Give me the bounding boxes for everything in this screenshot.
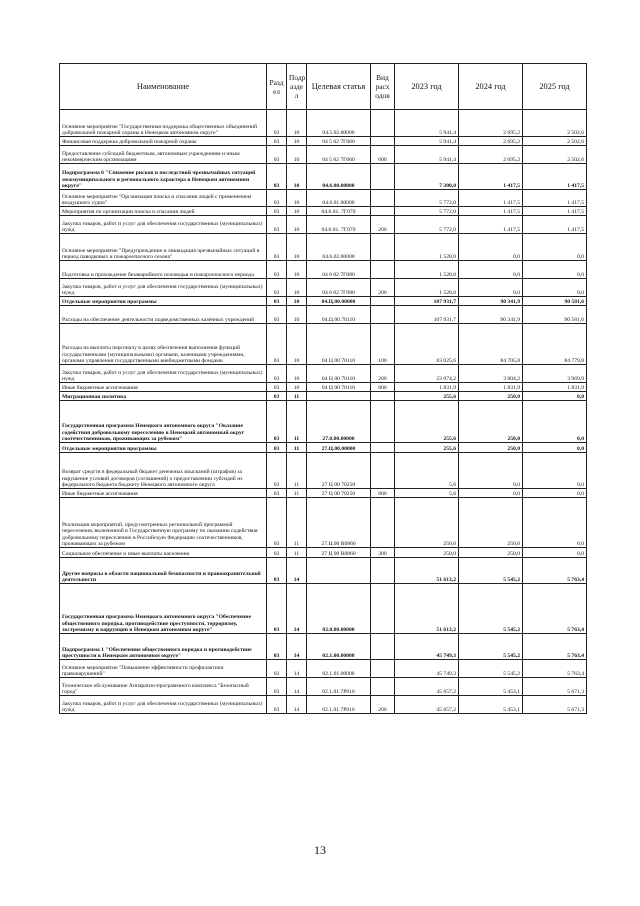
cell-2025: 0,0 [523,453,587,489]
cell-name: Государственная программа Ненецкого автономного округа "Обеспечение общественного порядка, противодействие преступности, терроризму, экстремизму и коррупции в Ненецком автономном округе" [60,584,267,634]
cell-target: 04 6 02 7Г080 [307,261,371,279]
cell-2025: 0,0 [523,261,587,279]
cell-razdel: 03 [267,110,287,137]
cell-2024: 5 545,2 [459,660,523,678]
header-vid: Вид расх одов [371,64,395,110]
cell-name: Закупка товаров, работ и услуг для обеспечения государственных (муниципальных) нужд [60,279,267,297]
cell-2023: 107 931,7 [395,297,459,306]
cell-podrazdel: 10 [287,234,307,261]
cell-razdel: 03 [267,558,287,584]
cell-target: 04 Ц 00 70110 [307,324,371,365]
cell-target: 04 5 02 7Г060 [307,146,371,164]
cell-target: 04.6.01. 7Г070 [307,207,371,216]
cell-podrazdel: 10 [287,146,307,164]
table-row [60,164,587,190]
cell-name: Иные бюджетные ассигнования [60,383,267,392]
cell-target: 04.6.01. 7Г070 [307,216,371,234]
cell-name: Основное мероприятие "Организация поиска и спасания людей с применением воздушного судна" [60,190,267,207]
table-row [60,146,587,164]
table-row [60,401,587,443]
page-number: 13 [314,843,326,857]
cell-razdel: 03 [267,584,287,634]
table-row [60,696,587,714]
table-row [60,392,587,401]
cell-podrazdel: 10 [287,164,307,190]
cell-vid [371,453,395,489]
cell-target [307,558,371,584]
cell-podrazdel: 10 [287,383,307,392]
cell-target: 04.6.02.00000 [307,234,371,261]
cell-target: 04.Ц.00.70110 [307,306,371,324]
cell-2023: 5 941,4 [395,146,459,164]
cell-2024: 250,0 [459,443,523,453]
table-row [60,634,587,660]
cell-name: Основное мероприятие "Государственная поддержка общественных объединений добровольной пожарной охраны в Ненецком автономном округе" [60,110,267,137]
cell-2024: 250,0 [459,548,523,558]
cell-target: 04.Ц.00.00000 [307,297,371,306]
cell-target: 04.5.02.00000 [307,110,371,137]
cell-vid: 200 [371,216,395,234]
cell-podrazdel: 14 [287,678,307,696]
cell-vid [371,207,395,216]
cell-vid: 200 [371,365,395,383]
table-row [60,279,587,297]
table-row [60,297,587,306]
cell-razdel: 03 [267,489,287,498]
cell-target: 27 Ц 00 R0860 [307,548,371,558]
cell-vid [371,584,395,634]
cell-vid: 200 [371,696,395,714]
cell-razdel: 03 [267,660,287,678]
cell-2024: 2 695,2 [459,110,523,137]
cell-name: Мероприятия по организации поиска и спасания людей [60,207,267,216]
cell-razdel: 03 [267,634,287,660]
cell-podrazdel: 11 [287,498,307,548]
cell-2025: 0,0 [523,279,587,297]
cell-vid [371,498,395,548]
cell-podrazdel: 10 [287,365,307,383]
cell-name: Подпрограмма 1 "Обеспечение общественного порядка и противодействие преступности в Ненецком автономном округе" [60,634,267,660]
cell-2025: 90 581,6 [523,306,587,324]
header-razdel: Разд ел [267,64,287,110]
cell-razdel: 03 [267,324,287,365]
cell-vid: 800 [371,383,395,392]
cell-2024: 0,0 [459,453,523,489]
cell-name: Другие вопросы в области национальной безопасности и правоохранительной деятельности [60,558,267,584]
cell-2023: 45 749,3 [395,660,459,678]
cell-2025: 90 581,6 [523,297,587,306]
cell-podrazdel: 11 [287,392,307,401]
cell-target: 04 6 02 7Г080 [307,279,371,297]
cell-2023: 5 941,4 [395,137,459,146]
cell-target: 02.0.00.00000 [307,584,371,634]
cell-target: 02.1.01.7Р010 [307,678,371,696]
cell-target: 04.6.00.00000 [307,164,371,190]
table-header-row [60,64,587,110]
cell-target: 27.Ц.00 R0860 [307,498,371,548]
cell-2023: 1 528,0 [395,261,459,279]
cell-name: Социальное обеспечение и иные выплаты населению [60,548,267,558]
cell-podrazdel: 10 [287,190,307,207]
cell-2023: 23 074,2 [395,365,459,383]
table-row [60,558,587,584]
table-row [60,678,587,696]
cell-2024: 84 705,8 [459,324,523,365]
cell-razdel: 03 [267,383,287,392]
cell-2023: 255,6 [395,443,459,453]
table-row [60,261,587,279]
cell-razdel: 03 [267,548,287,558]
cell-target: 02.1.01.7Р010 [307,696,371,714]
cell-2025: 1 417,5 [523,207,587,216]
cell-2024: 1 417,5 [459,190,523,207]
header-podrazdel: Подр азде л [287,64,307,110]
table-row [60,453,587,489]
cell-vid [371,306,395,324]
cell-razdel: 03 [267,261,287,279]
header-target: Целевая статья [307,64,371,110]
cell-razdel: 03 [267,306,287,324]
cell-podrazdel: 14 [287,558,307,584]
table-row [60,306,587,324]
cell-razdel: 03 [267,137,287,146]
cell-2025: 5 763,4 [523,660,587,678]
cell-2023: 51 613,2 [395,558,459,584]
cell-vid [371,234,395,261]
cell-2023: 5 772,0 [395,190,459,207]
cell-target: 27.0.00.00000 [307,401,371,443]
cell-2025: 1 417,5 [523,216,587,234]
table-row [60,383,587,392]
cell-podrazdel: 14 [287,696,307,714]
cell-razdel: 03 [267,297,287,306]
cell-razdel: 03 [267,678,287,696]
cell-vid: 800 [371,489,395,498]
cell-2025: 1 417,5 [523,164,587,190]
cell-name: Финансовая поддержка добровольной пожарной охраны [60,137,267,146]
cell-name: Расходы на обеспечение деятельности подведомственных казённых учреждений [60,306,267,324]
cell-vid [371,392,395,401]
cell-2025: 2 502,6 [523,137,587,146]
table-row [60,110,587,137]
cell-razdel: 03 [267,207,287,216]
cell-vid: 300 [371,548,395,558]
cell-2023: 5 772,0 [395,216,459,234]
header-2024: 2024 год [459,64,523,110]
cell-razdel: 03 [267,443,287,453]
cell-2025: 3 969,9 [523,365,587,383]
cell-name: Техническое обслуживание Аппаратно-программного комплекса "Безопасный город" [60,678,267,696]
cell-target: 27.Ц.00.00000 [307,443,371,453]
cell-2023: 255,6 [395,392,459,401]
cell-2025: 5 671,3 [523,696,587,714]
cell-2024: 90 341,9 [459,306,523,324]
cell-2023: 5 941,4 [395,110,459,137]
cell-name: Отдельные мероприятия программы [60,297,267,306]
cell-razdel: 03 [267,365,287,383]
cell-2024: 5 453,1 [459,678,523,696]
cell-2024: 2 695,2 [459,137,523,146]
cell-target: 04.6.01.00000 [307,190,371,207]
cell-2024: 3 804,2 [459,365,523,383]
table-row [60,584,587,634]
cell-2024: 250,0 [459,401,523,443]
cell-podrazdel: 10 [287,207,307,216]
cell-2024: 5 545,2 [459,558,523,584]
table-row [60,365,587,383]
cell-2023: 250,0 [395,498,459,548]
cell-2023: 1 528,0 [395,234,459,261]
cell-2024: 5 453,1 [459,696,523,714]
cell-podrazdel: 14 [287,660,307,678]
cell-vid [371,678,395,696]
cell-2023: 1 528,0 [395,279,459,297]
cell-2023: 5,6 [395,489,459,498]
cell-vid [371,261,395,279]
cell-name: Государственная программа Ненецкого автономного округа "Оказание содействия добровольному переселению в Ненецкий автономный округ соотечественников, проживающих за рубежом" [60,401,267,443]
cell-2023: 5 772,0 [395,207,459,216]
cell-podrazdel: 11 [287,443,307,453]
cell-2025: 2 502,6 [523,110,587,137]
cell-2025: 0,0 [523,498,587,548]
cell-razdel: 03 [267,146,287,164]
cell-name: Расходы на выплаты персоналу в целях обеспечения выполнения функций государственными (муниципальными) органами, казенными учреждениями, органами управления государственными внебюджетными фондами [60,324,267,365]
table-row [60,216,587,234]
table-row [60,190,587,207]
cell-name: Предоставление субсидий бюджетным, автономным учреждениям и иным некоммерческим организациям [60,146,267,164]
cell-name: Миграционная политика [60,392,267,401]
cell-name: Закупка товаров, работ и услуг для обеспечения государственных (муниципальных) нужд [60,365,267,383]
cell-target [307,392,371,401]
table-body [60,110,587,714]
cell-target: 04 Ц 00 70110 [307,383,371,392]
cell-2024: 1 417,5 [459,164,523,190]
cell-2025: 0,0 [523,234,587,261]
cell-podrazdel: 11 [287,401,307,443]
cell-vid: 600 [371,146,395,164]
cell-podrazdel: 10 [287,279,307,297]
cell-razdel: 03 [267,401,287,443]
cell-name: Закупка товаров, работ и услуг для обеспечения государственных (муниципальных) нужд [60,696,267,714]
cell-razdel: 03 [267,234,287,261]
table-row [60,324,587,365]
cell-name: Закупка товаров, работ и услуг для обеспечения государственных (муниципальных) нужд [60,216,267,234]
cell-podrazdel: 10 [287,306,307,324]
cell-2025: 5 763,4 [523,558,587,584]
cell-2024: 1 831,9 [459,383,523,392]
cell-podrazdel: 11 [287,453,307,489]
cell-2024: 250,0 [459,392,523,401]
table-row [60,498,587,548]
cell-razdel: 03 [267,498,287,548]
cell-name: Отдельные мероприятия программы [60,443,267,453]
cell-vid [371,634,395,660]
cell-2025: 5 763,4 [523,634,587,660]
cell-target: 27 Ц 00 70250 [307,489,371,498]
cell-name: Основное мероприятие "Предупреждение и ликвидация чрезвычайных ситуаций в период паводковых и пожароопасного сезона" [60,234,267,261]
cell-2025: 1 417,5 [523,190,587,207]
cell-2023: 250,0 [395,548,459,558]
table-row [60,207,587,216]
cell-razdel: 03 [267,190,287,207]
cell-2025: 0,0 [523,401,587,443]
cell-podrazdel: 10 [287,137,307,146]
cell-name: Иные бюджетные ассигнования [60,489,267,498]
cell-name: Реализация мероприятий, предусмотренных региональной программой переселения, включенной в Государственную программу по оказанию содействия добровольному переселению в Российскую Федерацию соотечественников, проживающих за рубежом [60,498,267,548]
cell-2023: 1 831,9 [395,383,459,392]
table-row [60,548,587,558]
cell-vid [371,558,395,584]
header-name: Наименование [60,64,267,110]
cell-podrazdel: 14 [287,584,307,634]
cell-podrazdel: 10 [287,261,307,279]
cell-2025: 5 671,3 [523,678,587,696]
cell-2023: 7 300,0 [395,164,459,190]
cell-2024: 5 545,2 [459,634,523,660]
cell-target: 27 Ц 00 70250 [307,453,371,489]
header-2025: 2025 год [523,64,587,110]
cell-2024: 2 695,2 [459,146,523,164]
cell-2025: 0,0 [523,548,587,558]
cell-2024: 0,0 [459,234,523,261]
cell-2025: 0,0 [523,392,587,401]
cell-2023: 255,6 [395,401,459,443]
cell-2023: 45 749,3 [395,634,459,660]
cell-target: 02.1.00.00000 [307,634,371,660]
cell-2023: 5,6 [395,453,459,489]
cell-podrazdel: 10 [287,110,307,137]
cell-2024: 5 545,2 [459,584,523,634]
cell-2025: 0,0 [523,443,587,453]
cell-vid [371,164,395,190]
cell-vid [371,660,395,678]
cell-vid [371,443,395,453]
budget-table [59,63,587,714]
cell-2025: 2 502,6 [523,146,587,164]
cell-vid [371,137,395,146]
cell-2024: 0,0 [459,261,523,279]
cell-name: Подготовка и прохождение безаварийного половодья и пожароопасного периода [60,261,267,279]
cell-2024: 0,0 [459,489,523,498]
cell-2023: 107 931,7 [395,306,459,324]
table-row [60,234,587,261]
cell-2025: 1 831,9 [523,383,587,392]
cell-2024: 0,0 [459,279,523,297]
table-row [60,137,587,146]
cell-2023: 45 657,2 [395,696,459,714]
cell-2024: 1 417,5 [459,216,523,234]
cell-target: 04 Ц 00 70110 [307,365,371,383]
cell-vid [371,401,395,443]
cell-name: Возврат средств в федеральный бюджет денежных взысканий (штрафов) за нарушение условий договоров (соглашений) о предоставлении субсидий из федерального бюджета бюджету Ненецкого автономного округа [60,453,267,489]
cell-2023: 45 657,2 [395,678,459,696]
cell-2025: 0,0 [523,489,587,498]
cell-podrazdel: 10 [287,297,307,306]
table-row [60,443,587,453]
header-2023: 2023 год [395,64,459,110]
table-row [60,489,587,498]
cell-2024: 1 417,5 [459,207,523,216]
cell-razdel: 03 [267,216,287,234]
cell-vid [371,297,395,306]
cell-name: Подпрограмма 6 "Снижение рисков и последствий чрезвычайных ситуаций межмуниципального и регионального характера в Ненецком автономном округе" [60,164,267,190]
cell-vid: 100 [371,324,395,365]
cell-razdel: 03 [267,696,287,714]
cell-razdel: 03 [267,453,287,489]
cell-razdel: 03 [267,279,287,297]
cell-target: 04 5 02 7Г060 [307,137,371,146]
cell-2024: 90 341,9 [459,297,523,306]
cell-2023: 51 613,2 [395,584,459,634]
cell-podrazdel: 14 [287,634,307,660]
cell-2024: 250,0 [459,498,523,548]
cell-razdel: 03 [267,392,287,401]
cell-2025: 5 763,4 [523,584,587,634]
cell-razdel: 03 [267,164,287,190]
cell-podrazdel: 11 [287,548,307,558]
cell-podrazdel: 11 [287,489,307,498]
table-row [60,660,587,678]
cell-vid: 200 [371,279,395,297]
cell-vid [371,190,395,207]
cell-vid [371,110,395,137]
cell-2025: 84 779,8 [523,324,587,365]
cell-2023: 83 025,6 [395,324,459,365]
cell-target: 02.1.01.00000 [307,660,371,678]
cell-podrazdel: 10 [287,216,307,234]
cell-podrazdel: 10 [287,324,307,365]
cell-name: Основное мероприятие "Повышение эффективности профилактики правонарушений" [60,660,267,678]
